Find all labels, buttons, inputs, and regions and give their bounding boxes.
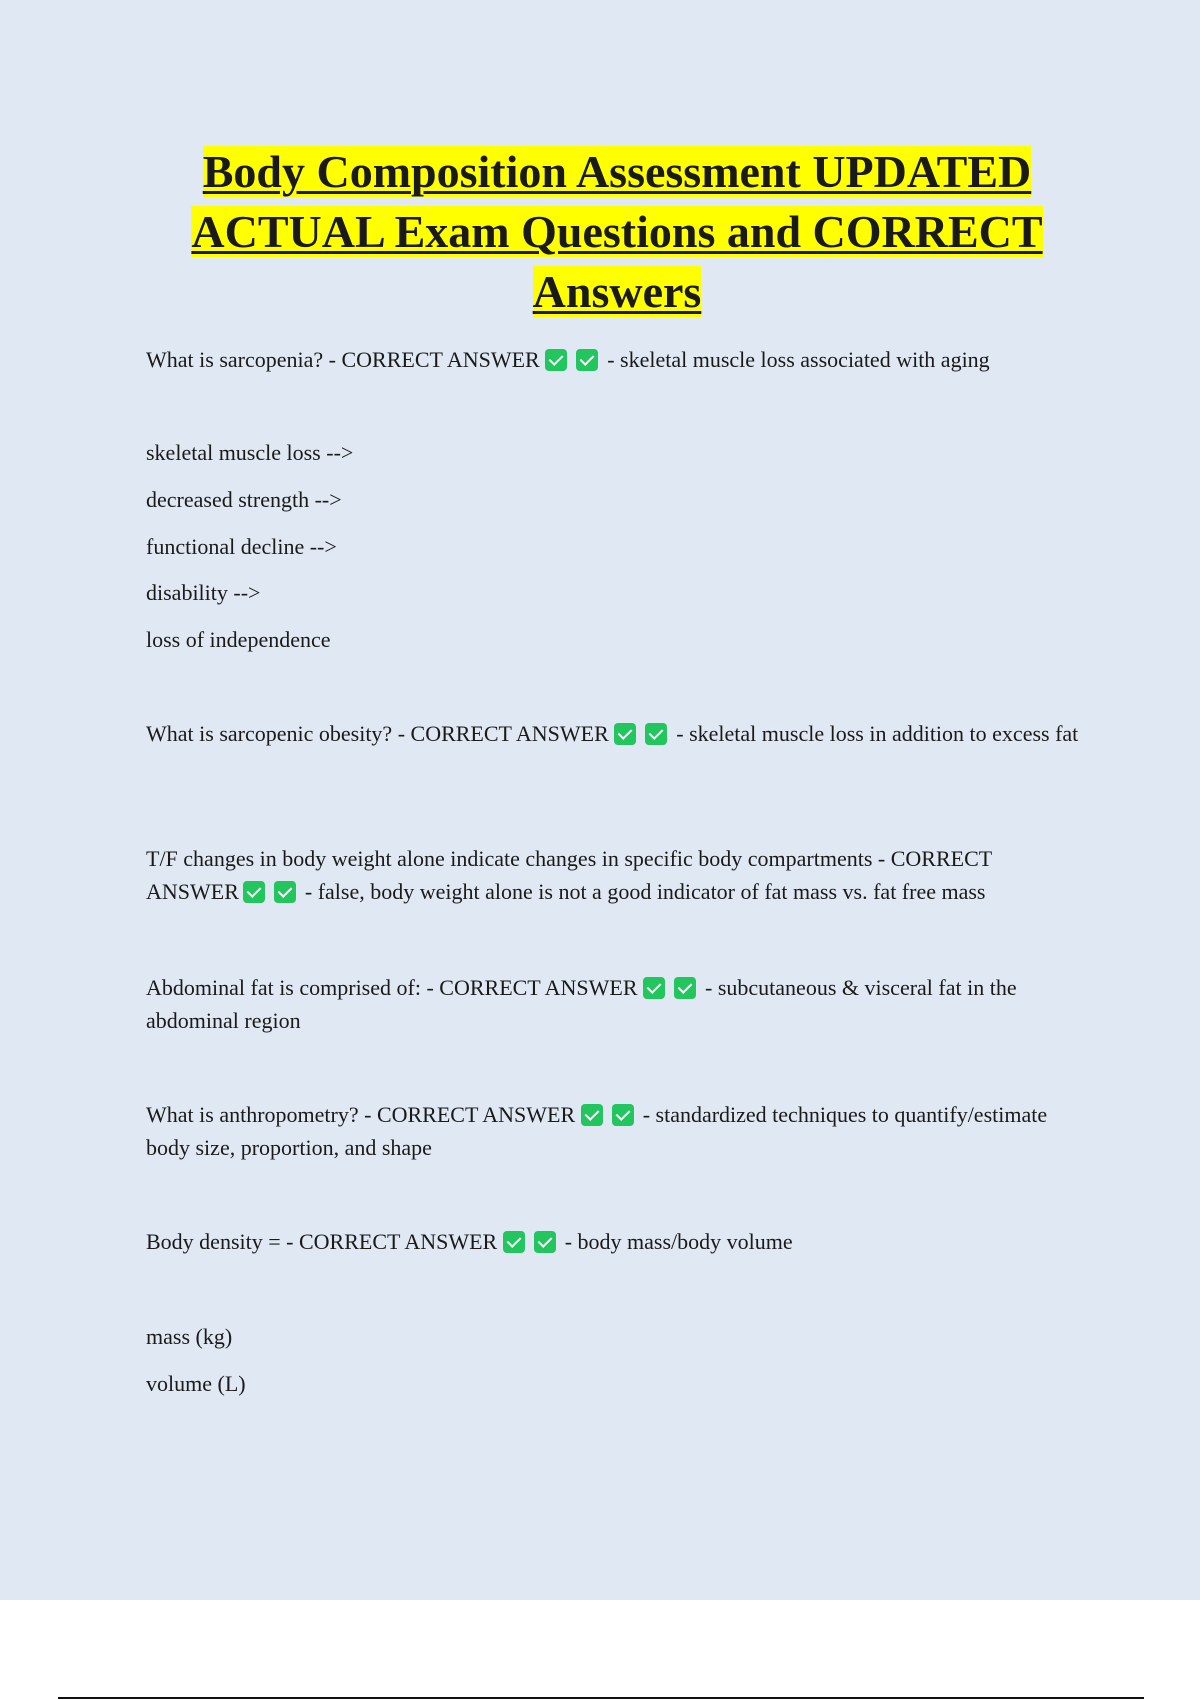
question-text: Abdominal fat is comprised of: - [146,975,440,1000]
green-checkmark-icon [274,881,296,903]
answer-text: - skeletal muscle loss associated with aging [607,347,990,372]
question-text: What is sarcopenia? - [146,347,342,372]
footer-divider [58,1697,1144,1699]
answer-text: - body mass/body volume [564,1229,793,1254]
green-checkmark-icon [534,1231,556,1253]
title-line-2: ACTUAL Exam Questions and CORRECT [191,206,1043,257]
question-text: Body density = - [146,1229,299,1254]
followup-line: volume (L) [146,1371,246,1396]
green-checkmark-icon [643,977,665,999]
qa-item-sarcopenic-obesity [146,717,1086,750]
answer-text: - false, body weight alone is not a good indicator of fat mass vs. fat free mass [304,879,986,904]
followup-line: functional decline --> [146,534,337,559]
followup-line: loss of independence [146,627,331,652]
followup-line: decreased strength --> [146,487,342,512]
green-checkmark-icon [503,1231,525,1253]
answer-text: - standardized techniques to quantify/estimate body size, proportion, and shape [146,1102,1053,1160]
title-line-3: Answers [532,266,702,317]
green-checkmark-icon [614,723,636,745]
document-title [100,142,1134,322]
green-checkmark-icon [612,1104,634,1126]
correct-answer-marker: CORRECT ANSWER [439,975,638,1000]
qa-item-abdominal-fat [146,971,1086,1037]
green-checkmark-icon [576,349,598,371]
question-text: What is anthropometry? - [146,1102,377,1127]
followup-line: skeletal muscle loss --> [146,440,354,465]
question-text-cont: ANSWER [146,879,239,904]
qa-item-sarcopenia [146,343,1086,376]
followup-line: mass (kg) [146,1324,233,1349]
question-text: What is sarcopenic obesity? - [146,721,411,746]
green-checkmark-icon [645,723,667,745]
qa-item-body-weight [146,842,1086,908]
correct-answer-marker: CORRECT ANSWER [341,347,540,372]
correct-answer-marker: CORRECT ANSWER [376,1102,576,1127]
green-checkmark-icon [243,881,265,903]
correct-answer-marker: CORRECT ANSWER [410,721,609,746]
title-line-1: Body Composition Assessment UPDATED [202,146,1032,197]
green-checkmark-icon [674,977,696,999]
followup-line: disability --> [146,580,261,605]
qa-item-anthropometry [146,1098,1086,1164]
answer-text: - skeletal muscle loss in addition to excess fat [676,721,1079,746]
green-checkmark-icon [581,1104,603,1126]
qa-item-body-density [146,1225,1086,1258]
green-checkmark-icon [545,349,567,371]
answer-text: - subcutaneous & visceral fat in the abdominal region [146,975,1023,1033]
question-text: T/F changes in body weight alone indicate changes in specific body compartments - CORRECT [146,846,993,871]
correct-answer-marker: CORRECT ANSWER [298,1229,498,1254]
